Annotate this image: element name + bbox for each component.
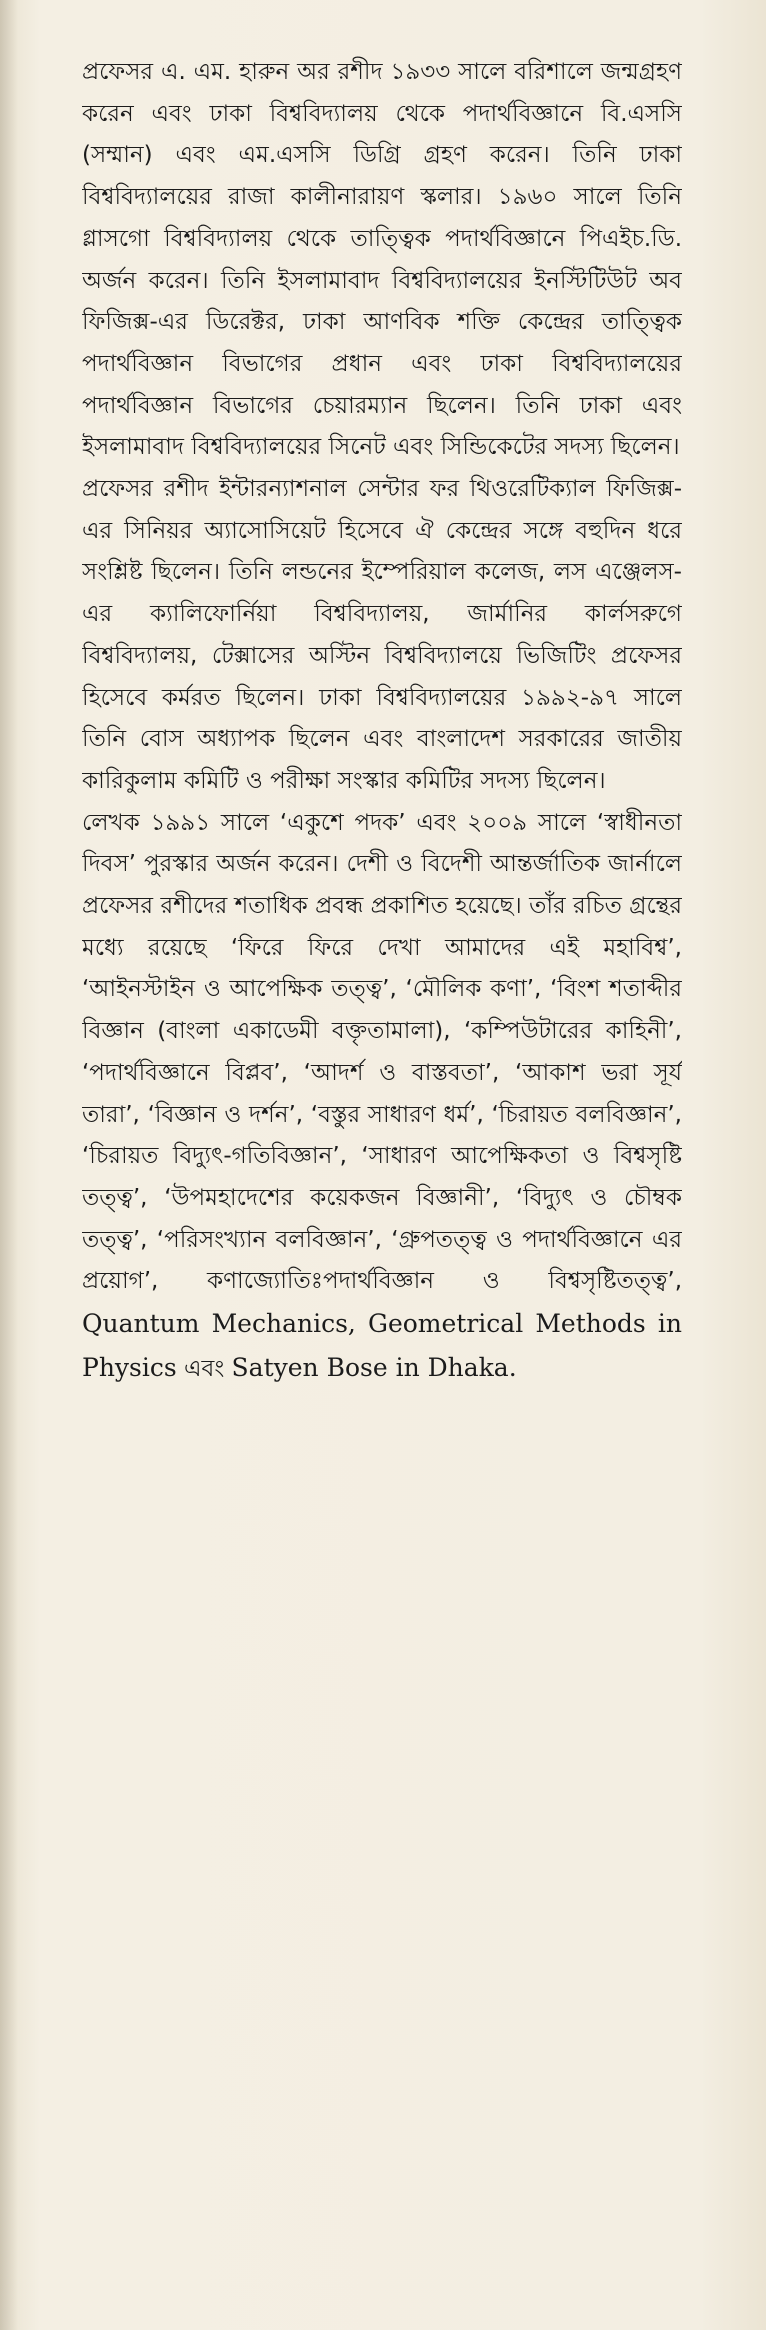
paragraph-education: প্রফেসর এ. এম. হারুন অর রশীদ ১৯৩৩ সালে বরিশালে জন্মগ্রহণ করেন এবং ঢাকা বিশ্ববিদ্যালয় থেকে পদার্থবিজ্ঞানে বি.এসসি (সম্মান) এবং এম.এসসি ডিগ্রি গ্রহণ করেন। তিনি ঢাকা বিশ্ববিদ্যালয়ের রাজা কালীনারায়ণ স্কলার। ১৯৬০ সালে তিনি গ্লাসগো বিশ্ববিদ্যালয় থেকে তাত্ত্বিক পদার্থবিজ্ঞানে পিএইচ.ডি. অর্জন করেন। তিনি ইসলামাবাদ বিশ্ববিদ্যালয়ের ইনস্টিটিউট অব ফিজিক্স-এর ডিরেক্টর, ঢাকা আণবিক শক্তি কেন্দ্রের তাত্ত্বিক পদার্থবিজ্ঞান বিভাগের প্রধান এবং ঢাকা বিশ্ববিদ্যালয়ের পদার্থবিজ্ঞান বিভাগের চেয়ারম্যান ছিলেন। তিনি ঢাকা এবং ইসলামাবাদ বিশ্ববিদ্যালয়ের সিনেট এবং সিন্ডিকেটের সদস্য ছিলেন।: [82, 59, 682, 461]
book-title-english-2: Satyen Bose in Dhaka.: [231, 1352, 517, 1382]
paragraph-career: প্রফেসর রশীদ ইন্টারন্যাশনাল সেন্টার ফর থিওরেটিক্যাল ফিজিক্স-এর সিনিয়র অ্যাসোসিয়েট হিসেবে ঐ কেন্দ্রের সঙ্গে বহুদিন ধরে সংশ্লিষ্ট ছিলেন। তিনি লন্ডনের ইম্পেরিয়াল কলেজ, লস এঞ্জেলস-এর ক্যালিফোর্নিয়া বিশ্ববিদ্যালয়, জার্মানির কার্লসরুগে বিশ্ববিদ্যালয়, টেক্সাসের অস্টিন বিশ্ববিদ্যালয়ে ভিজিটিং প্রফেসর হিসেবে কর্মরত ছিলেন। ঢাকা বিশ্ববিদ্যালয়ের ১৯৯২-৯৭ সালে তিনি বোস অধ্যাপক ছিলেন এবং বাংলাদেশ সরকারের জাতীয় কারিকুলাম কমিটি ও পরীক্ষা সংস্কার কমিটির সদস্য ছিলেন।: [82, 476, 682, 794]
awards-and-books-text: লেখক ১৯৯১ সালে ‘একুশে পদক’ এবং ২০০৯ সালে ‘স্বাধীনতা দিবস’ পুরস্কার অর্জন করেন। দেশী ও বিদেশী আন্তর্জাতিক জার্নালে প্রফেসর রশীদের শতাধিক প্রবন্ধ প্রকাশিত হয়েছে। তাঁর রচিত গ্রন্থের মধ্যে রয়েছে ‘ফিরে ফিরে দেখা আমাদের এই মহাবিশ্ব’, ‘আইনস্টাইন ও আপেক্ষিক তত্ত্ব’, ‘মৌলিক কণা’, ‘বিংশ শতাব্দীর বিজ্ঞান (বাংলা একাডেমী বক্তৃতামালা), ‘কম্পিউটারের কাহিনী’, ‘পদার্থবিজ্ঞানে বিপ্লব’, ‘আদর্শ ও বাস্তবতা’, ‘আকাশ ভরা সূর্য তারা’, ‘বিজ্ঞান ও দর্শন’, ‘বস্তুর সাধারণ ধর্ম’, ‘চিরায়ত বলবিজ্ঞান’, ‘চিরায়ত বিদ্যুৎ-গতিবিজ্ঞান’, ‘সাধারণ আপেক্ষিকতা ও বিশ্বসৃষ্টি তত্ত্ব’, ‘উপমহাদেশের কয়েকজন বিজ্ঞানী’, ‘বিদ্যুৎ ও চৌম্বক তত্ত্ব’, ‘পরিসংখ্যান বলবিজ্ঞান’, ‘গ্রুপতত্ত্ব ও পদার্থবিজ্ঞানে এর প্রয়োগ’, কণাজ্যোতিঃপদার্থবিজ্ঞান ও বিশ্বসৃষ্টিতত্ত্ব’,: [82, 809, 682, 1295]
conjunction-and: এবং: [184, 1355, 225, 1382]
author-biography: [82, 52, 682, 2322]
book-title-english: Quantum Mechanics, Geometrical Methods in Physics: [82, 1309, 682, 1382]
page-edge-shadow: [0, 0, 18, 2330]
paragraph-awards-and-books: [82, 803, 682, 1391]
